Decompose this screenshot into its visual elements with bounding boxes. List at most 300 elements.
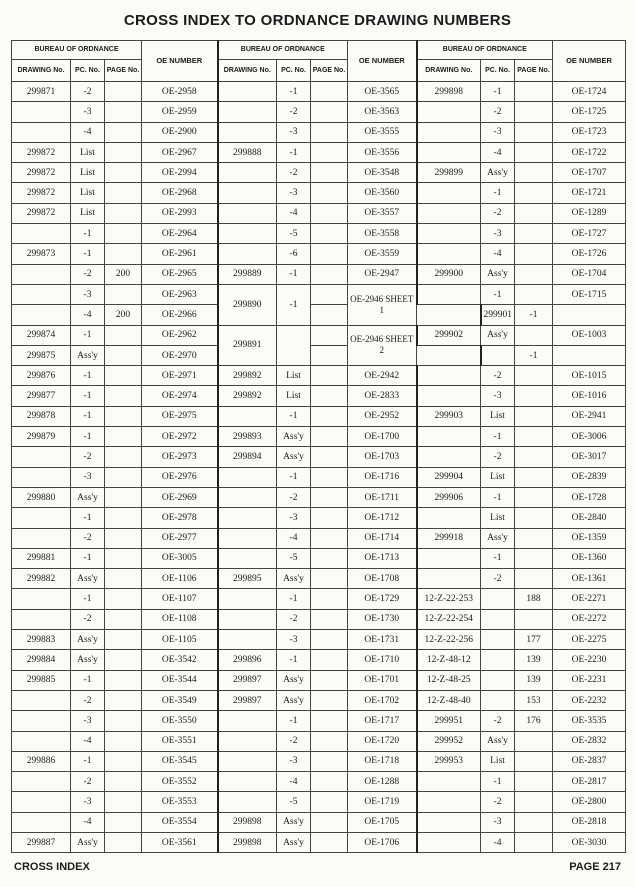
table-row — [12, 487, 626, 507]
oe-number-cell: OE-3006 — [553, 427, 626, 447]
page-title: CROSS INDEX TO ORDNANCE DRAWING NUMBERS — [123, 12, 512, 29]
header-row-top — [12, 41, 626, 60]
drawing-cell — [218, 244, 277, 264]
drawing-cell: 299896 — [218, 650, 277, 670]
drawing-cell — [12, 305, 71, 325]
oe-number-cell: OE-3542 — [142, 650, 218, 670]
pc-cell: -2 — [481, 366, 515, 386]
pc-cell: -4 — [71, 812, 105, 832]
drawing-cell: 299899 — [417, 163, 481, 183]
pc-cell: Ass'y — [481, 163, 515, 183]
empty-cell — [417, 345, 481, 365]
page-cell — [311, 650, 348, 670]
oe-number-cell: OE-2230 — [553, 650, 626, 670]
drawing-cell — [218, 751, 277, 771]
oe-number-cell: OE-1015 — [553, 366, 626, 386]
table-row — [12, 325, 626, 345]
page-cell — [311, 122, 348, 142]
table-row — [12, 345, 626, 365]
drawing-cell — [218, 508, 277, 528]
oe-number-cell: OE-2839 — [553, 467, 626, 487]
oe-number-cell: OE-1710 — [348, 650, 417, 670]
drawing-cell: 299873 — [12, 244, 71, 264]
pc-cell — [481, 650, 515, 670]
page-cell — [515, 751, 553, 771]
drawing-cell — [417, 284, 481, 304]
drawing-cell: 299898 — [417, 82, 481, 102]
page-cell — [105, 508, 142, 528]
oe-number-cell: OE-3552 — [142, 772, 218, 792]
pc-cell: -1 — [71, 325, 105, 345]
pc-cell: -3 — [481, 386, 515, 406]
drawing-cell: 299892 — [218, 366, 277, 386]
pc-cell: -3 — [277, 508, 311, 528]
page-cell — [311, 447, 348, 467]
pc-cell: List — [277, 386, 311, 406]
oe-number-cell: OE-2974 — [142, 386, 218, 406]
pc-cell: Ass'y — [277, 447, 311, 467]
drawing-cell: 299883 — [12, 630, 71, 650]
page-cell — [515, 284, 553, 304]
page-cell — [515, 772, 553, 792]
oe-number-cell: OE-2961 — [142, 244, 218, 264]
table-row — [12, 142, 626, 162]
drawing-cell: 299872 — [12, 142, 71, 162]
bureau-header-2: BUREAU OF ORDNANCE — [218, 41, 348, 60]
page-cell — [105, 832, 142, 852]
pc-cell: List — [481, 508, 515, 528]
pc-cell: -2 — [277, 609, 311, 629]
drawing-cell — [218, 731, 277, 751]
page-cell — [311, 102, 348, 122]
page-cell — [515, 548, 553, 568]
drawing-cell — [417, 142, 481, 162]
pc-cell: -1 — [515, 305, 553, 325]
table-row — [12, 690, 626, 710]
page-cell: 200 — [105, 305, 142, 325]
pc-cell: -1 — [71, 244, 105, 264]
oe-number-cell: OE-3017 — [553, 447, 626, 467]
page-cell — [105, 467, 142, 487]
drawing-cell — [218, 528, 277, 548]
page-cell — [105, 731, 142, 751]
drawing-cell: 299953 — [417, 751, 481, 771]
oe-number-cell: OE-1700 — [348, 427, 417, 447]
page-cell — [311, 792, 348, 812]
page-number: PAGE 217 — [569, 861, 621, 873]
oe-number-cell: OE-2958 — [142, 82, 218, 102]
pc-cell: Ass'y — [71, 345, 105, 365]
page-cell: 200 — [105, 264, 142, 284]
page-cell — [311, 589, 348, 609]
pc-cell: -1 — [277, 711, 311, 731]
page-cell — [105, 650, 142, 670]
page-cell — [311, 366, 348, 386]
oe-number-cell: OE-1726 — [553, 244, 626, 264]
footer-section-label: CROSS INDEX — [14, 861, 90, 873]
drawing-cell — [218, 487, 277, 507]
oe-number-cell: OE-3565 — [348, 82, 417, 102]
oe-number-cell: OE-1108 — [142, 609, 218, 629]
drawing-cell: 299880 — [12, 487, 71, 507]
oe-number-cell: OE-1729 — [348, 589, 417, 609]
oe-number-cell: OE-1727 — [553, 224, 626, 244]
oe-number-cell: OE-2963 — [142, 284, 218, 304]
oe-number-cell: OE-2275 — [553, 630, 626, 650]
drawing-cell — [12, 812, 71, 832]
pc-cell: -1 — [277, 82, 311, 102]
table-row — [12, 102, 626, 122]
oe-number-cell: OE-1723 — [553, 122, 626, 142]
drawing-cell — [12, 447, 71, 467]
drawing-cell: 299900 — [417, 264, 481, 284]
page-cell — [515, 122, 553, 142]
page-cell — [105, 751, 142, 771]
header-row-sub — [12, 60, 626, 82]
pc-cell: -2 — [277, 731, 311, 751]
pc-cell: Ass'y — [71, 569, 105, 589]
pc-cell: -4 — [277, 203, 311, 223]
drawing-cell: 299877 — [12, 386, 71, 406]
drawing-cell: 299879 — [12, 427, 71, 447]
pc-cell: -4 — [481, 244, 515, 264]
pc-cell: -2 — [71, 528, 105, 548]
drawing-cell: 299901 — [481, 305, 515, 325]
pc-cell: List — [481, 406, 515, 426]
oe-number-cell: OE-3553 — [142, 792, 218, 812]
table-row — [12, 183, 626, 203]
oe-number-cell: OE-1708 — [348, 569, 417, 589]
page-cell — [105, 284, 142, 304]
drawing-cell: 299889 — [218, 264, 277, 284]
table-row — [12, 224, 626, 244]
page-cell — [515, 528, 553, 548]
table-row — [12, 548, 626, 568]
drawing-cell — [417, 102, 481, 122]
page-cell — [515, 487, 553, 507]
pc-cell: -2 — [277, 163, 311, 183]
drawing-cell: 299892 — [218, 386, 277, 406]
page-cell — [105, 82, 142, 102]
table-row — [12, 731, 626, 751]
empty-cell — [311, 305, 348, 325]
drawing-cell: 299898 — [218, 832, 277, 852]
oe-number-cell: OE-3551 — [142, 731, 218, 751]
drawing-header-2: DRAWING No. — [218, 60, 277, 82]
oe-number-cell: OE-2837 — [553, 751, 626, 771]
pc-cell: -2 — [71, 609, 105, 629]
pc-cell: -1 — [277, 467, 311, 487]
empty-cell — [311, 345, 348, 365]
drawing-cell — [12, 589, 71, 609]
oe-number-cell: OE-1359 — [553, 528, 626, 548]
page-cell — [105, 792, 142, 812]
page-cell — [515, 731, 553, 751]
table-row — [12, 792, 626, 812]
drawing-cell — [12, 731, 71, 751]
table-row — [12, 589, 626, 609]
pc-cell: -3 — [71, 102, 105, 122]
pc-cell: List — [71, 163, 105, 183]
page-cell — [515, 183, 553, 203]
page-cell — [515, 325, 553, 345]
page-cell — [311, 569, 348, 589]
pc-cell: -2 — [481, 203, 515, 223]
drawing-cell — [218, 406, 277, 426]
drawing-cell: 299894 — [218, 447, 277, 467]
drawing-cell: 299872 — [12, 163, 71, 183]
pc-cell: -2 — [71, 447, 105, 467]
oe-number-cell: OE-3005 — [142, 548, 218, 568]
oe-number-cell: OE-1722 — [553, 142, 626, 162]
drawing-cell — [417, 122, 481, 142]
pc-cell: -3 — [71, 467, 105, 487]
oe-number-cell: OE-1724 — [553, 82, 626, 102]
oe-number-cell: OE-2271 — [553, 589, 626, 609]
page-cell — [105, 386, 142, 406]
drawing-cell — [12, 690, 71, 710]
pc-cell: -3 — [71, 711, 105, 731]
page-cell — [515, 264, 553, 284]
drawing-cell: 299898 — [218, 812, 277, 832]
pc-cell: -1 — [481, 548, 515, 568]
pc-cell: Ass'y — [277, 690, 311, 710]
table-body — [12, 82, 626, 853]
oe-number-cell: OE-2975 — [142, 406, 218, 426]
page-cell — [105, 325, 142, 345]
page-cell — [311, 224, 348, 244]
drawing-cell: 299874 — [12, 325, 71, 345]
pc-cell: List — [481, 467, 515, 487]
table-row — [12, 711, 626, 731]
page-header-1: PAGE No. — [105, 60, 142, 82]
oe-number-cell: OE-2968 — [142, 183, 218, 203]
oe-number-header-1: OE NUMBER — [142, 41, 218, 82]
page-cell: 188 — [515, 589, 553, 609]
pc-cell: -3 — [277, 183, 311, 203]
page-cell — [311, 244, 348, 264]
pc-cell: -1 — [481, 487, 515, 507]
pc-cell: List — [277, 366, 311, 386]
page-cell — [515, 163, 553, 183]
pc-cell: -1 — [71, 427, 105, 447]
pc-cell: Ass'y — [481, 731, 515, 751]
drawing-cell — [417, 224, 481, 244]
pc-cell: -4 — [71, 122, 105, 142]
page-cell — [515, 569, 553, 589]
table-row — [12, 203, 626, 223]
drawing-cell: 299888 — [218, 142, 277, 162]
drawing-cell: 299952 — [417, 731, 481, 751]
pc-cell: -4 — [71, 305, 105, 325]
page-cell — [515, 812, 553, 832]
drawing-cell — [218, 711, 277, 731]
pc-cell: -1 — [481, 183, 515, 203]
pc-cell: Ass'y — [277, 670, 311, 690]
page-cell — [311, 812, 348, 832]
drawing-cell: 299884 — [12, 650, 71, 670]
drawing-cell — [218, 163, 277, 183]
drawing-cell — [12, 467, 71, 487]
oe-number-cell: OE-3030 — [553, 832, 626, 852]
page-cell — [105, 589, 142, 609]
drawing-header-1: DRAWING No. — [12, 60, 71, 82]
pc-cell: -5 — [277, 792, 311, 812]
drawing-cell — [12, 711, 71, 731]
pc-cell — [277, 325, 311, 366]
drawing-cell: 12-Z-22-256 — [417, 630, 481, 650]
table-row — [12, 386, 626, 406]
drawing-cell: 299897 — [218, 690, 277, 710]
page-cell: 139 — [515, 670, 553, 690]
table-row — [12, 630, 626, 650]
page-cell — [105, 406, 142, 426]
table-row — [12, 366, 626, 386]
drawing-cell: 299904 — [417, 467, 481, 487]
page-cell — [311, 548, 348, 568]
pc-cell: List — [481, 751, 515, 771]
page-cell — [515, 224, 553, 244]
oe-number-cell: OE-2818 — [553, 812, 626, 832]
drawing-cell: 299887 — [12, 832, 71, 852]
page-cell — [311, 163, 348, 183]
page-cell: 153 — [515, 690, 553, 710]
page-cell — [105, 812, 142, 832]
page-cell — [105, 569, 142, 589]
oe-number-cell: OE-1289 — [553, 203, 626, 223]
drawing-cell — [12, 102, 71, 122]
page-cell — [515, 792, 553, 812]
pc-cell: -2 — [481, 447, 515, 467]
oe-number-cell: OE-3535 — [553, 711, 626, 731]
page-cell — [553, 305, 626, 325]
drawing-cell — [218, 772, 277, 792]
drawing-cell: 299918 — [417, 528, 481, 548]
oe-number-cell: OE-1107 — [142, 589, 218, 609]
pc-cell: -2 — [71, 772, 105, 792]
table-row — [12, 244, 626, 264]
drawing-cell: 299875 — [12, 345, 71, 365]
oe-number-cell: OE-1707 — [553, 163, 626, 183]
pc-cell: -4 — [481, 832, 515, 852]
page-cell — [311, 690, 348, 710]
oe-number-cell: OE-2952 — [348, 406, 417, 426]
drawing-cell — [12, 792, 71, 812]
page-cell — [105, 670, 142, 690]
oe-number-cell: OE-2947 — [348, 264, 417, 284]
oe-number-cell: OE-2941 — [553, 406, 626, 426]
drawing-cell — [218, 102, 277, 122]
table-row — [12, 670, 626, 690]
oe-number-cell: OE-2900 — [142, 122, 218, 142]
pc-cell: -2 — [481, 569, 515, 589]
pc-cell: -6 — [277, 244, 311, 264]
drawing-cell — [481, 345, 515, 365]
page-cell — [311, 467, 348, 487]
page-cell — [105, 690, 142, 710]
page-cell — [105, 142, 142, 162]
drawing-cell — [417, 548, 481, 568]
drawing-cell: 299876 — [12, 366, 71, 386]
oe-number-cell: OE-3557 — [348, 203, 417, 223]
drawing-cell — [12, 508, 71, 528]
pc-cell: -1 — [277, 589, 311, 609]
table-row — [12, 569, 626, 589]
oe-number-cell: OE-1003 — [553, 325, 626, 345]
pc-cell: -1 — [71, 366, 105, 386]
table-row — [12, 163, 626, 183]
pc-cell: -1 — [277, 650, 311, 670]
drawing-cell — [218, 630, 277, 650]
table-row — [12, 284, 626, 304]
page-cell — [311, 772, 348, 792]
oe-number-cell: OE-2832 — [553, 731, 626, 751]
table-row — [12, 609, 626, 629]
oe-number-cell: OE-1711 — [348, 487, 417, 507]
oe-number-cell: OE-2994 — [142, 163, 218, 183]
oe-number-cell: OE-2840 — [553, 508, 626, 528]
pc-cell: -3 — [277, 122, 311, 142]
oe-number-cell: OE-2978 — [142, 508, 218, 528]
oe-number-cell: OE-3561 — [142, 832, 218, 852]
drawing-cell — [417, 244, 481, 264]
bureau-header-3: BUREAU OF ORDNANCE — [417, 41, 553, 60]
page-cell — [105, 345, 142, 365]
oe-number-cell: OE-1702 — [348, 690, 417, 710]
page-cell — [105, 203, 142, 223]
drawing-cell: 299903 — [417, 406, 481, 426]
oe-number-cell: OE-3558 — [348, 224, 417, 244]
page-cell — [515, 102, 553, 122]
drawing-cell — [417, 203, 481, 223]
oe-number-header-3: OE NUMBER — [553, 41, 626, 82]
oe-number-cell: OE-2967 — [142, 142, 218, 162]
oe-number-cell: OE-2977 — [142, 528, 218, 548]
pc-cell: Ass'y — [71, 832, 105, 852]
oe-number-cell: OE-1718 — [348, 751, 417, 771]
oe-number-cell: OE-2993 — [142, 203, 218, 223]
pc-cell: -3 — [277, 630, 311, 650]
drawing-cell — [417, 447, 481, 467]
oe-number-cell: OE-2272 — [553, 609, 626, 629]
table-row — [12, 264, 626, 284]
oe-number-cell: OE-1721 — [553, 183, 626, 203]
page-cell — [105, 366, 142, 386]
page-cell — [515, 609, 553, 629]
pc-cell: -1 — [71, 589, 105, 609]
page-cell — [105, 487, 142, 507]
oe-number-cell: OE-3549 — [142, 690, 218, 710]
pc-cell: -3 — [277, 751, 311, 771]
pc-cell: -1 — [71, 670, 105, 690]
empty-cell — [417, 305, 481, 325]
pc-cell: -1 — [71, 508, 105, 528]
oe-number-cell: OE-1706 — [348, 832, 417, 852]
drawing-cell — [218, 548, 277, 568]
oe-number-cell: OE-3545 — [142, 751, 218, 771]
page-cell — [311, 183, 348, 203]
pc-cell: -1 — [277, 284, 311, 325]
pc-cell: -4 — [481, 142, 515, 162]
oe-number-cell: OE-1288 — [348, 772, 417, 792]
page-cell — [311, 711, 348, 731]
drawing-cell: 299882 — [12, 569, 71, 589]
drawing-cell: 12-Z-48-25 — [417, 670, 481, 690]
drawing-cell — [417, 366, 481, 386]
oe-number-cell: OE-2232 — [553, 690, 626, 710]
drawing-cell — [417, 386, 481, 406]
page-cell — [311, 427, 348, 447]
